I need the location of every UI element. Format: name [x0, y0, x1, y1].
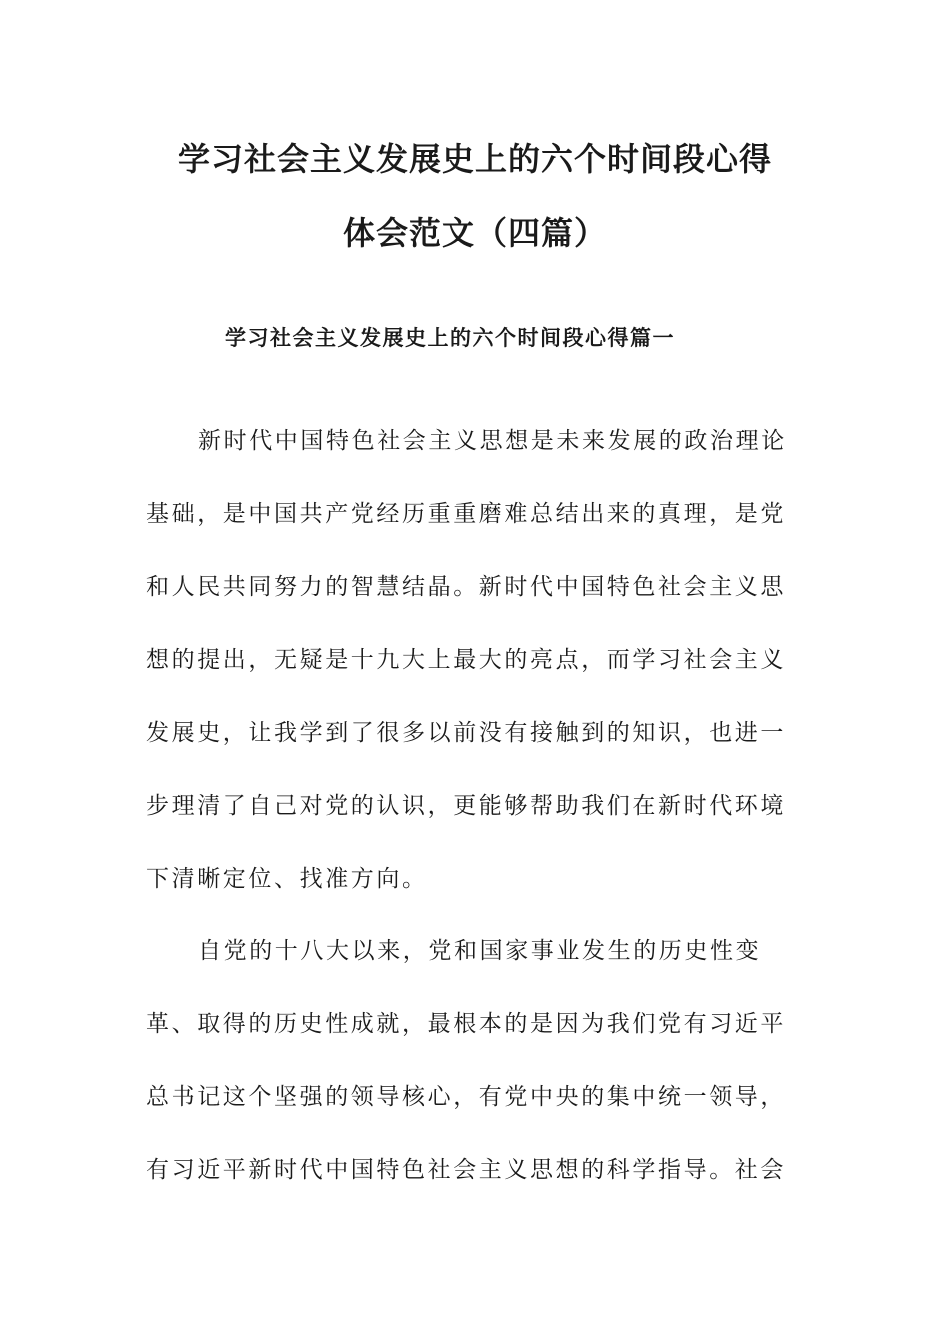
paragraph-line: 下清晰定位、找准方向。: [146, 866, 428, 892]
paragraph-line: 自党的十八大以来，党和国家事业发生的历史性变: [198, 938, 762, 964]
paragraph-line: 基础，是中国共产党经历重重磨难总结出来的真理，是党: [146, 501, 786, 527]
paragraph-line: 有习近平新时代中国特色社会主义思想的科学指导。社会: [146, 1157, 786, 1183]
document-title-line-2: 体会范文（四篇）: [342, 214, 607, 252]
document-title-line-1: 学习社会主义发展史上的六个时间段心得: [177, 140, 772, 178]
paragraph-line: 发展史，让我学到了很多以前没有接触到的知识，也进一: [146, 720, 786, 746]
paragraph-line: 步理清了自己对党的认识，更能够帮助我们在新时代环境: [146, 793, 786, 819]
paragraph-line: 新时代中国特色社会主义思想是未来发展的政治理论: [198, 428, 787, 454]
paragraph-line: 想的提出，无疑是十九大上最大的亮点，而学习社会主义: [146, 647, 786, 673]
section-heading: 学习社会主义发展史上的六个时间段心得篇一: [225, 326, 675, 350]
paragraph-line: 总书记这个坚强的领导核心，有党中央的集中统一领导，: [146, 1084, 786, 1110]
paragraph-line: 革、取得的历史性成就，最根本的是因为我们党有习近平: [146, 1011, 786, 1037]
paragraph-line: 和人民共同努力的智慧结晶。新时代中国特色社会主义思: [146, 574, 786, 600]
